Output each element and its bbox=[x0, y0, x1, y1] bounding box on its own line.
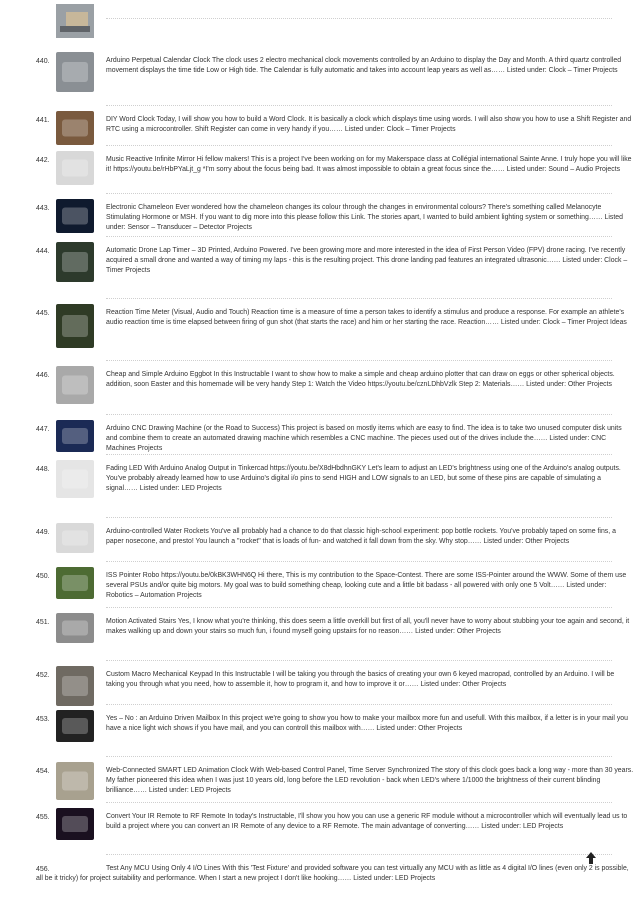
separator bbox=[106, 561, 612, 562]
thumbnail-image-icon bbox=[56, 111, 94, 145]
project-thumbnail[interactable] bbox=[56, 366, 94, 404]
separator bbox=[106, 298, 612, 299]
project-description-link[interactable]: Test Any MCU Using Only 4 I/O Lines With this 'Test Fixture' and provided software you can test virtually any MCU with as little as 4 digital I/O lines (even only 2 is possible, all be it tricky) for project suitability and performance. When I start a new project I don't like hooking…… Listed under: LED Projects bbox=[36, 865, 629, 883]
thumbnail-image-icon bbox=[56, 151, 94, 185]
thumbnail-image-icon bbox=[56, 420, 94, 452]
project-description-link[interactable]: Arduino Perpetual Calendar Clock The clock uses 2 electro mechanical clock movements controlled by an Arduino to display the Day and Month. A third quartz controlled movement displays the time tide Low or High tide. The Calendar is fully automatic and takes into account leap years as well as…… Listed under: Clock – Timer Projects bbox=[106, 57, 622, 75]
item-number: 448. bbox=[36, 466, 50, 473]
project-description-link[interactable]: Fading LED With Arduino Analog Output in Tinkercad https://youtu.be/X8dHbdhnGKY Let's learn to adjust an LED's brightness using one of the Arduino's analog outputs. You've probably already learned how to use Arduino's digital i/o pins to send HIGH and LOW signals to an LED, but some of these pins are capable of simulating a signal…… Listed under: LED Projects bbox=[106, 465, 621, 493]
project-thumbnail[interactable] bbox=[56, 52, 94, 92]
project-description-link[interactable]: Convert Your IR Remote to RF Remote In today's Instructable, I'll show you how you can use a generic RF module without a microcontroller which will eventually lead us to build a project where you can convert an IR Remote of any device to a RF Remote. The main advantage of converting…… Listed under: LED Projects bbox=[106, 813, 628, 831]
project-description-link[interactable]: Web-Connected SMART LED Animation Clock With Web-based Control Panel, Time Server Synchronized The story of this clock goes back a long way - more than 30 years. My father pioneered this idea when I was just 10 years old, long before the LED revolution - back when LED's where 1/1000 the brightness of their current blinding brilliance…… Listed under: LED Projects bbox=[106, 767, 634, 795]
project-thumbnail[interactable] bbox=[56, 242, 94, 282]
project-thumbnail[interactable] bbox=[56, 420, 94, 452]
project-thumbnail[interactable] bbox=[56, 567, 94, 599]
item-number: 452. bbox=[36, 672, 50, 679]
separator bbox=[106, 704, 612, 705]
thumbnail-image-icon bbox=[56, 242, 94, 282]
item-number: 446. bbox=[36, 372, 50, 379]
separator bbox=[106, 854, 612, 855]
project-thumbnail[interactable] bbox=[56, 111, 94, 145]
project-thumbnail[interactable] bbox=[56, 666, 94, 706]
project-thumbnail[interactable] bbox=[56, 613, 94, 643]
separator bbox=[106, 236, 612, 237]
project-thumbnail[interactable] bbox=[56, 762, 94, 800]
project-description-link[interactable]: ISS Pointer Robo https://youtu.be/0kBK3WHN6Q Hi there, This is my contribution to the Space-Contest. There are some ISS-Pointer around the WWW. Some of them use several PSUs and/or quite big motors. My goal was to build something cheap, looking cute and a little bit badass - all powered with only one 5 Volt…… Listed under: Robotics – Automation Projects bbox=[106, 572, 627, 600]
item-number: 447. bbox=[36, 426, 50, 433]
item-number: 450. bbox=[36, 573, 50, 580]
project-description-link[interactable]: Yes – No : an Arduino Driven Mailbox In this project we're going to show you how to make your mailbox more fun and usefull. With this mailbox, if a letter is in your mail you have a nice light wich shows if you have mail, and you can controll this mailbox with…… Listed under: Other Projects bbox=[106, 715, 628, 733]
thumbnail-image-icon bbox=[56, 199, 94, 233]
project-description-link[interactable]: Electronic Chameleon Ever wondered how the chameleon changes its colour through the changes in environmental colours? There's something called Melanocyte Stimulating Hormone or MSH. If you want to dig more into this please follow this Link. The stories apart, I wanted to build ambient lighting system or something…… Listed under: Sensor – Transducer – Detector Projects bbox=[106, 204, 623, 232]
thumbnail-image-icon bbox=[56, 808, 94, 840]
separator bbox=[106, 454, 612, 455]
item-number: 444. bbox=[36, 248, 50, 255]
project-description-link[interactable]: Custom Macro Mechanical Keypad In this Instructable I will be taking you through the basics of creating your own 6 keyed macropad, controlled by an Arduino. I will be taking you through what you need, how to assemble it, how to program it, and how to improve it or…… Listed under: Other Projects bbox=[106, 671, 615, 689]
separator bbox=[106, 660, 612, 661]
project-thumbnail[interactable] bbox=[56, 151, 94, 185]
machine-thumbnail-icon bbox=[56, 4, 94, 38]
project-description-link[interactable]: Arduino-controlled Water Rockets You've all probably had a chance to do that classic high-school experiment: pop bottle rockets. You've probably taped on some fins, a paper nosecone, and presto! You launch a "rocket" that is loads of fun- and watched it fall down from the sky. Why stop…… Listed under: Other Projects bbox=[106, 528, 616, 546]
project-description-link[interactable]: Music Reactive Infinite Mirror Hi fellow makers! This is a project I've been working on for my Makerspace class at Collégial international Sainte Anne. I truly hope you will like it! https://youtu.be/rHbPYaLjt_g *I'm sorry about the focus being bad. It was almost impossible to obtain a great focus since the…… Listed under: Sound – Audio Projects bbox=[106, 156, 632, 174]
separator bbox=[106, 756, 612, 757]
item-number: 456. bbox=[36, 866, 50, 873]
project-thumbnail[interactable] bbox=[56, 304, 94, 348]
thumbnail-image-icon bbox=[56, 567, 94, 599]
project-description-link[interactable]: Arduino CNC Drawing Machine (or the Road to Success) This project is based on mostly items which are easy to find. The idea is to take two unused computer disk units and combine them to create an automated drawing machine which resembles a CNC machine. The pieces used out of the drives include the…… Listed under: CNC Machines Projects bbox=[106, 425, 622, 453]
item-number: 445. bbox=[36, 310, 50, 317]
project-thumbnail[interactable] bbox=[56, 808, 94, 840]
thumbnail-image-icon bbox=[56, 52, 94, 92]
thumbnail-image-icon bbox=[56, 366, 94, 404]
thumbnail-image-icon bbox=[56, 613, 94, 643]
thumbnail-image-icon bbox=[56, 460, 94, 498]
thumbnail-image-icon bbox=[56, 666, 94, 706]
item-number: 453. bbox=[36, 716, 50, 723]
project-description-link[interactable]: DIY Word Clock Today, I will show you how to build a Word Clock. It is basically a clock which displays time using words. I will also show you how to use a Shift Register and RTC using a microcontroller. Shift Register can come in very handy if you…… Listed under: Clock – Timer Projects bbox=[106, 116, 632, 134]
separator bbox=[106, 414, 612, 415]
project-thumbnail[interactable] bbox=[56, 523, 94, 553]
separator bbox=[106, 18, 612, 19]
project-thumbnail[interactable] bbox=[56, 710, 94, 742]
thumbnail-image-icon bbox=[56, 523, 94, 553]
separator bbox=[106, 145, 612, 146]
separator bbox=[106, 607, 612, 608]
separator bbox=[106, 193, 612, 194]
project-thumbnail[interactable] bbox=[56, 199, 94, 233]
item-number: 454. bbox=[36, 768, 50, 775]
separator bbox=[106, 105, 612, 106]
item-number: 442. bbox=[36, 157, 50, 164]
separator bbox=[106, 517, 612, 518]
project-description-link[interactable]: Reaction Time Meter (Visual, Audio and Touch) Reaction time is a measure of time a person takes to identify a stimulus and produce a response. For example an athlete's audio reaction time is time elapsed between firing of gun shot (that starts the race) and him or her starting the race. Reaction…… Listed under: Clock – Timer Project Ideas bbox=[106, 309, 627, 327]
item-number: 455. bbox=[36, 814, 50, 821]
separator bbox=[106, 802, 612, 803]
project-description-link[interactable]: Motion Activated Stairs Yes, I know what you're thinking, this does seem a little overkill but first of all, you'll never have to worry about stubbing your toe again and second, it makes walking up and down your stairs so much fun, i found myself going upstairs for no reason…… Listed under: Other Projects bbox=[106, 618, 630, 636]
separator bbox=[106, 360, 612, 361]
project-description-link[interactable]: Cheap and Simple Arduino Eggbot In this Instructable I want to show how to make a simple and cheap arduino plotter that can draw on eggs or other spherical objects. addition, soon Easter and this homemade will be very handy Step 1: Watch the Video https://youtu.be/cznLDhbVzlk Step 2: Materials…… Listed under: Other Projects bbox=[106, 371, 615, 389]
item-number: 443. bbox=[36, 205, 50, 212]
project-thumbnail[interactable] bbox=[56, 460, 94, 498]
thumbnail-image-icon bbox=[56, 762, 94, 800]
thumbnail-image-icon bbox=[56, 710, 94, 742]
thumbnail-top-partial[interactable] bbox=[56, 4, 94, 38]
item-number: 449. bbox=[36, 529, 50, 536]
item-number: 440. bbox=[36, 58, 50, 65]
up-arrow-icon[interactable] bbox=[586, 852, 596, 864]
item-number: 441. bbox=[36, 117, 50, 124]
project-description-link[interactable]: Automatic Drone Lap Timer – 3D Printed, Arduino Powered. I've been growing more and more interested in the idea of First Person Video (FPV) drone racing. I've recently acquired a small drone and wanted a way of timing my laps - this is the resulting project. This drone landing pad features an integrated ultrasonic…… Listed under: Clock – Timer Projects bbox=[106, 247, 628, 275]
thumbnail-image-icon bbox=[56, 304, 94, 348]
item-number: 451. bbox=[36, 619, 50, 626]
